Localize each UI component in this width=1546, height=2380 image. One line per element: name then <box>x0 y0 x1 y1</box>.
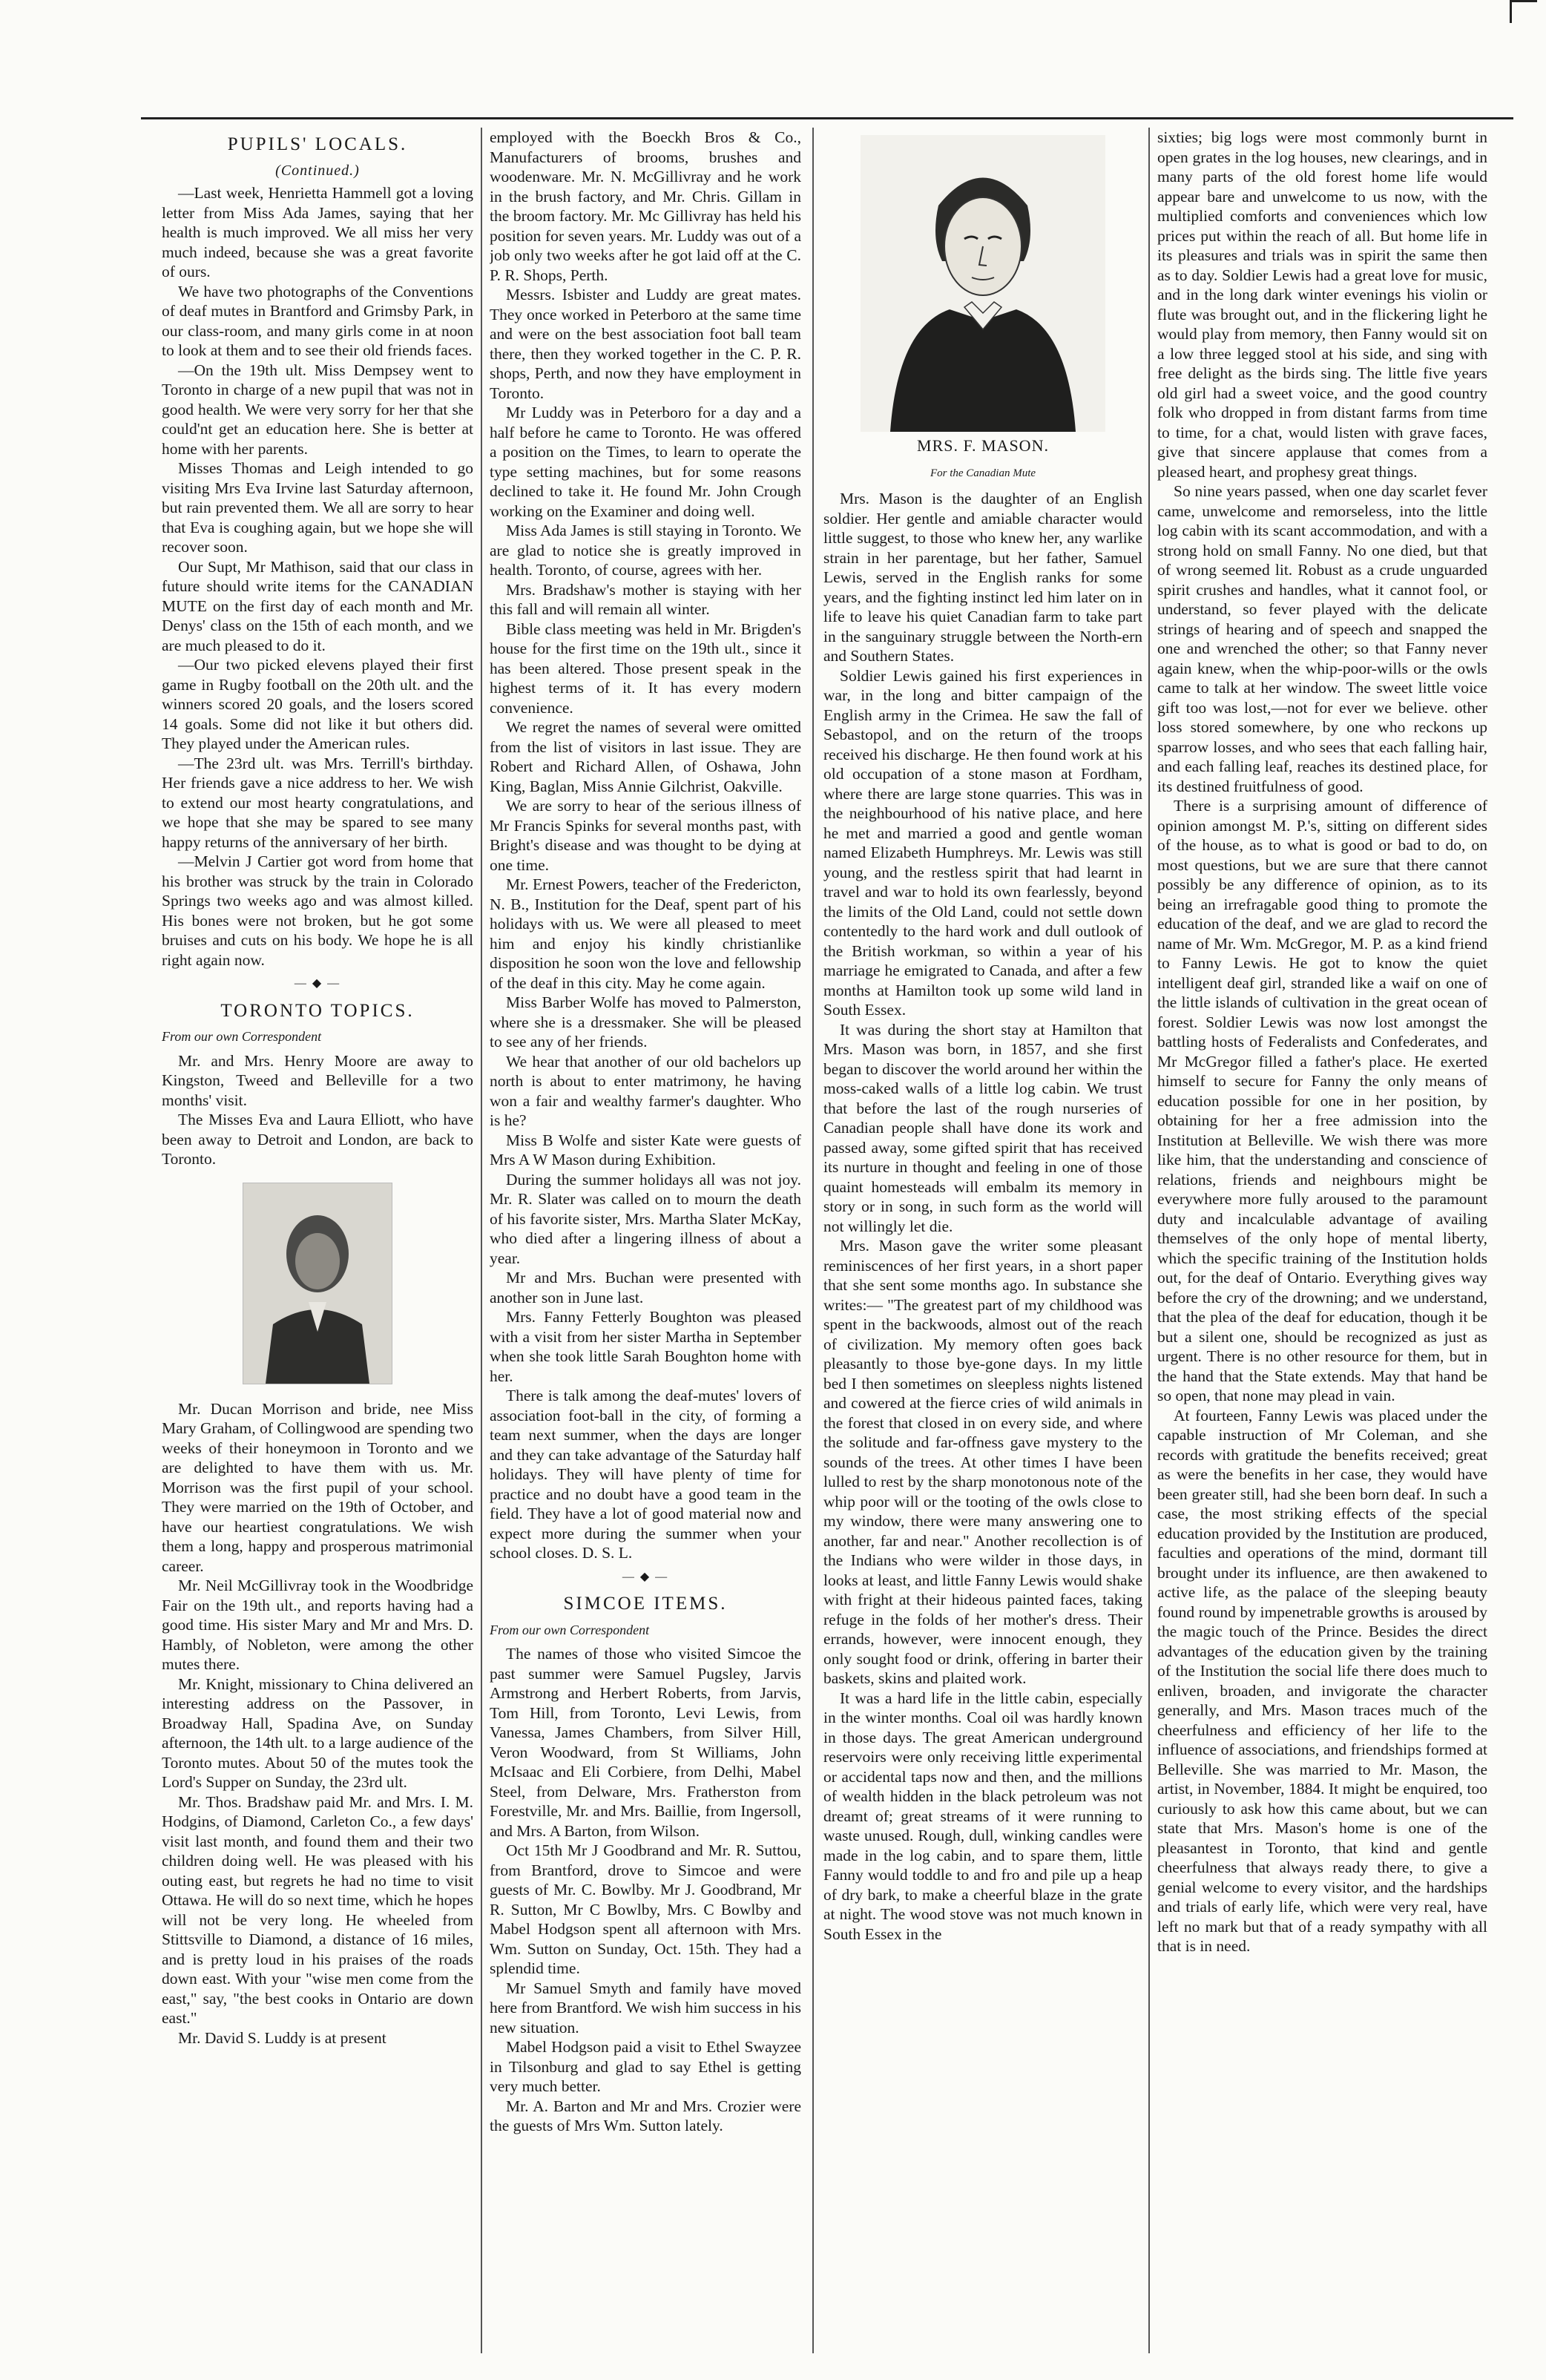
paragraph: It was during the short stay at Hamilton that Mrs. Mason was born, in 1857, and she first began to discover the world around her within the moss-caked walls of a little log cabin. We trust that before the last of the rough nurseries of Canadian people shall have done its work and passed away, some gifted spirit that has received its nurture in thought and feeling in one of those quaint homesteads will embalm its memory in story or in song, in such form as the world will not willingly let die. <box>823 1020 1142 1235</box>
top-rule <box>141 117 1513 119</box>
paragraph: Mr and Mrs. Buchan were presented with another son in June last. <box>490 1269 801 1306</box>
paragraph: —The 23rd ult. was Mrs. Terrill's birthday. Her friends gave a nice address to her. We wish to extend our most hearty congratulations, and we hope that she may be spared to see many happy returns of the anniversary of her birth. <box>162 754 473 851</box>
paragraph: Mr. Knight, missionary to China delivered an interesting address on the Passover, in Broadway Hall, Spadina Ave, on Sunday afternoon, the 14th ult. to a large audience of the Toronto mutes. About 50 of the mutes took the Lord's Supper on Sunday, the 23rd ult. <box>162 1674 473 1791</box>
column-rule <box>1148 128 1150 2353</box>
column-4 <box>1157 128 1487 2353</box>
portrait-engraving <box>861 135 1105 432</box>
section-heading: PUPILS' LOCALS. <box>227 134 408 154</box>
paragraph: Our Supt, Mr Mathison, said that our class in future should write items for the CANADIAN MUTE on the first day of each month and Mr. Denys' class on the 15th of each month, and we are much pleased to do it. <box>162 557 473 654</box>
paragraph: Miss Barber Wolfe has moved to Palmerston, where she is a dressmaker. She will be pleased to see any of her friends. <box>490 993 801 1051</box>
paragraph: Mr. Thos. Bradshaw paid Mr. and Mrs. I. M. Hodgins, of Diamond, Carleton Co., a few days' visit last month, and found them and their two children doing well. He was pleased with his outing east, but regrets he had no time to visit Ottawa. He will do so next time, which he hopes will not be very long. He wheeled from Stittsville to Diamond, a distance of 16 miles, and is pretty loud in his praises of the roads down east. With your "wise men come from the east," say, "the best cooks in Ontario are down east." <box>162 1792 473 2027</box>
paragraph: —Last week, Henrietta Hammell got a loving letter from Miss Ada James, saying that her health is much improved. We all miss her very much indeed, because she was a great favorite of ours. <box>162 184 473 280</box>
paragraph: Mr. Neil McGillivray took in the Woodbridge Fair on the 19th ult., and reports having had a good time. His sister Mary and Mr and Mrs. D. Hambly, of Nobleton, were among the other mutes there. <box>162 1577 473 1673</box>
column-2 <box>490 128 801 2353</box>
paragraph: At fourteen, Fanny Lewis was placed under the capable instruction of Mr Coleman, and she records with gratitude the benefits received; great as were the benefits in her case, they would have been greater still, had she been born deaf. In such a case, the most striking effects of the special education provided by the Institution are produced, faculties and operations of the mind, dormant till brought under its influence, are then awakened to active life, as the palace of the sleeping beauty found round by impenetrable growths is aroused by the magic touch of the Prince. Besides the direct advantages of the education given by the training of the Institution the social life there does much to enliven, broaden, and invigorate the character generally, and Mrs. Mason traces much of the cheerfulness and efficiency of her life to the influence of associations, and friendships formed at Belleville. She was married to Mr. Mason, the artist, in November, 1884. It might be enquired, too curiously to ask how this came about, but we can state that Mrs. Mason's home is one of the pleasantest in Toronto, that kind and gentle cheerfulness that always ready there, to give a genial welcome to every visitor, and the hardships and trials of early life, which were very real, have left no mark but that of a ready sympathy with all that is in need. <box>1157 1406 1487 1955</box>
paragraph: Miss B Wolfe and sister Kate were guests of Mrs A W Mason during Exhibition. <box>490 1131 801 1168</box>
paragraph: employed with the Boeckh Bros & Co., Manufacturers of brooms, brushes and woodenware. Mr. N. McGillivray and he work in the brush factory, and Mr. Chris. Gillam in the broom factory. Mr. Mc Gillivray has held his position for seven years. Mr. Luddy was out of a job only two weeks after he got laid off at the C. P. R. Shops, Perth. <box>490 128 801 284</box>
portrait-photo <box>243 1183 392 1384</box>
column-rule <box>481 128 482 2353</box>
byline: From our own Correspondent <box>162 1029 322 1044</box>
portrait-credit: For the Canadian Mute <box>930 467 1036 479</box>
paragraph: Soldier Lewis gained his first experiences in war, in the long and bitter campaign of the English army in the Crimea. He saw the fall of Sebastopol, and on the return of the troops received his discharge. He then found work at his old occupation of a stone mason at Fordham, where there are large stone quarries. This was in the neighbourhood of his native place, and here he met and married a good and gentle woman named Elizabeth Humphreys. Mr. Lewis was still young, and the restless spirit that had learnt in travel and war to hold its own fearlessly, beyond the limits of the Old Land, could not settle down contentedly to the hard work and dull outlook of the British workman, so within a year of his marriage he emigrated to Canada, and after a few months at Hamilton took up some wild land in South Essex. <box>823 666 1142 1019</box>
paragraph: The names of those who visited Simcoe the past summer were Samuel Pugsley, Jarvis Armstrong and Herbert Roberts, from Jarvis, Tom Hill, from Toronto, Levi Lewis, from Vanessa, James Chambers, from Silver Hill, Veron Woodward, from St Williams, John McIsaac and Eli Corbiere, from Delhi, Mabel Steel, from Delware, Mrs. Fratherston from Forestville, Mr. and Mrs. Baillie, from Ingersoll, and Mrs. A Barton, from Wilson. <box>490 1645 801 1840</box>
paragraph: —On the 19th ult. Miss Dempsey went to Toronto in charge of a new pupil that was not in good health. We were very sorry for her that she could'nt get an education here. She is better at home with her parents. <box>162 361 473 458</box>
paragraph: Mrs. Fanny Fetterly Boughton was pleased with a visit from her sister Martha in September when she took little Sarah Boughton home with her. <box>490 1308 801 1385</box>
paragraph: Mr. David S. Luddy is at present <box>178 2028 386 2047</box>
paragraph: Misses Thomas and Leigh intended to go visiting Mrs Eva Irvine last Saturday afternoon, but rain prevented them. We all are sorry to hear that Eva is coughing again, but we hope she will recover soon. <box>162 459 473 556</box>
paragraph: We have two photographs of the Conventions of deaf mutes in Brantford and Grimsby Park, in our class-room, and many girls come in at noon to look at them and to see their old friends faces. <box>162 282 473 359</box>
section-heading: SIMCOE ITEMS. <box>563 1594 728 1614</box>
paragraph: sixties; big logs were most commonly burnt in open grates in the log houses, new clearings, and in many parts of the old forest home life would appear bare and unwelcome to us now, with the multiplied comforts and conveniences which low prices put within the reach of all. But home life in its pleasures and trials was in spirit the same then as to day. Soldier Lewis had a great love for music, and in the long dark winter evenings his violin or flute was brought out, and in the flickering light he would play from memory, then Fanny would sit on a low three legged stool at his side, and sing with free delight as the birds sing. The little five years old girl had a sweet voice, and the good country folk who dropped in from distant farms from time to time, for a chat, would listen with grave faces, give that sincere applause that comes from a pleased heart, and prophesy great things. <box>1157 128 1487 481</box>
paragraph: Mabel Hodgson paid a visit to Ethel Swayzee in Tilsonburg and glad to say Ethel is getting very much better. <box>490 2038 801 2095</box>
paragraph: It was a hard life in the little cabin, especially in the winter months. Coal oil was hardly known in those days. The great American underground reservoirs were only receiving little experimental or accidental taps now and then, and the millions of wealth hidden in the black petroleum was not dreamt of; great streams of it were running to waste unused. Rough, dull, winking candles were made in the log cabin, and to spare them, little Fanny would toddle to and fro and pile up a heap of dry bark, to make a cheerful blaze in the grate at night. The wood stove was not much known in South Essex in the <box>823 1689 1142 1943</box>
paragraph: There is a surprising amount of difference of opinion amongst M. P.'s, sitting on different sides of the house, as to what is good or bad to do, on most questions, but we are sure that there cannot possibly be any difference of opinion, as to its being an irrefragable good thing to promote the education of the deaf, and we are glad to record the name of Mr. Wm. McGregor, M. P. as a kind friend to Fanny Lewis. He got to know the quiet intelligent deaf girl, stranded like a waif on one of the little islands of cultivation in the great ocean of forest. Soldier Lewis was now lost amongst the battling hosts of Federalists and Confederates, and Mr McGregor filled a father's place. He exerted himself to secure for Fanny the only means of education possible for one in her position, by obtaining for her a free admission into the Institution at Belleville. We wish there was more like him, that the understanding and conscience of relations, friends and neighbours might be everywhere more fully aroused to the paramount duty and incalculable advantage of availing themselves of the only hope of mental liberty, which the specific training of the Institution holds out, for the deaf of Ontario. Everything gives way before the cry of the drowning; and we understand, that the plea of the deaf for education, though it be but a silent one, should be recognized as just as urgent. There is no other resource for them, but in the hand that the State extends. May that hand be so open, that none may plead in vain. <box>1157 797 1487 1404</box>
paragraph: Oct 15th Mr J Goodbrand and Mr. R. Suttou, from Brantford, drove to Simcoe and were guests of Mr. C. Bowlby. Mr J. Goodbrand, Mr R. Sutton, Mr C Bowlby, Mrs. C Bowlby and Mabel Hodgson spent all afternoon with Mrs. Wm. Sutton on Sunday, Oct. 15th. They had a splendid time. <box>490 1841 801 1977</box>
paragraph: Miss Ada James is still staying in Toronto. We are glad to notice she is greatly improved in health. Toronto, of course, agrees with her. <box>490 522 801 579</box>
paragraph: Mr Samuel Smyth and family have moved here from Brantford. We wish him success in his new situation. <box>490 1979 801 2037</box>
portrait-caption: MRS. F. MASON. <box>917 436 1049 455</box>
paragraph: We hear that another of our old bachelors up north is about to enter matrimony, he having won a fair and wealthy farmer's daughter. Who is he? <box>490 1052 801 1129</box>
corner-mark <box>1510 0 1537 23</box>
paragraph: Mr. A. Barton and Mr and Mrs. Crozier were the guests of Mrs Wm. Sutton lately. <box>490 2097 801 2134</box>
paragraph: We are sorry to hear of the serious illness of Mr Francis Spinks for several months past, with Bright's disease and was thought to be dying at one time. <box>490 797 801 874</box>
section-heading: TORONTO TOPICS. <box>220 1000 415 1021</box>
paragraph: Mr. Ducan Morrison and bride, nee Miss Mary Graham, of Collingwood are spending two weeks of their honeymoon in Toronto and we are delighted to have them with us. Mr. Morrison was the first pupil of your school. They were married on the 19th of October, and have our heartiest congratulations. We wish them a long, happy and prosperous matrimonial career. <box>162 1399 473 1575</box>
paragraph: The Misses Eva and Laura Elliott, who have been away to Detroit and London, are back to Toronto. <box>162 1111 473 1168</box>
paragraph: Mr. and Mrs. Henry Moore are away to Kingston, Tweed and Belleville for a two months' visit. <box>162 1051 473 1109</box>
paragraph: Bible class meeting was held in Mr. Brigden's house for the first time on the 19th ult., since it has been altered. Those present speak in the highest terms of it. It has every modern convenience. <box>490 619 801 717</box>
paragraph: —Our two picked elevens played their first game in Rugby football on the 20th ult. and the winners scored 20 goals, and the losers scored 14 goals. Some did not like it but others did. They played under the American rules. <box>162 656 473 752</box>
paragraph: So nine years passed, when one day scarlet fever came, unwelcome and remorseless, into the little log cabin with its scant accommodation, and with a strong hold on small Fanny. No one died, but that of wrong seemed lit. Robust as a crude unguarded spirit crushes and handles, what it cannot fool, or understand, so fever played with the delicate strings of hearing and of speech and snapped the one and wrenched the other; so that Fanny never again knew, when the whip-poor-wills or the owls came to talk at her window. The sweet little voice gift too was lost,—not for ever we believe. other loss stored somewhere, by one who reckons up sparrow losses, and who sees that each falling hair, and each falling leaf, reaches its destined place, for its destined fruitfulness of good. <box>1157 482 1487 795</box>
paragraph: Mr. Ernest Powers, teacher of the Fredericton, N. B., Institution for the Deaf, spent part of his holidays with us. We were all pleased to meet him and enjoy his kindly christianlike disposition he soon won the love and fellowship of the deaf in this city. May he come again. <box>490 875 801 992</box>
paragraph: Mrs. Mason is the daughter of an English soldier. Her gentle and amiable character would little suggest, to those who knew her, any warlike strain in her parentage, but her father, Samuel Lewis, served in the English ranks for some years, and the fighting instinct led him later on in life to leave his quiet Canadian farm to take part in the sanguinary struggle between the North-ern and Southern States. <box>823 490 1142 665</box>
paragraph: Messrs. Isbister and Luddy are great mates. They once worked in Peterboro at the same time and were on the best association foot ball team there, then they worked together in the C. P. R. shops, Perth, and now they have employment in Toronto. <box>490 286 801 402</box>
paragraph: During the summer holidays all was not joy. Mr. R. Slater was called on to mourn the death of his favorite sister, Mrs. Martha Slater McKay, who died after a lingering illness of about a year. <box>490 1170 801 1267</box>
column-1 <box>162 128 473 2353</box>
byline: From our own Correspondent <box>490 1622 650 1637</box>
paragraph: There is talk among the deaf-mutes' lovers of association foot-ball in the city, of forming a team next summer, when the days are longer and they can take advantage of the Saturday half holidays. They will have plenty of time for practice and no doubt have a good team in the field. They have a lot of good material now and expect more during the summer when your school closes. D. S. L. <box>490 1387 801 1562</box>
column-3 <box>823 128 1142 2353</box>
paragraph: We regret the names of several were omitted from the list of visitors in last issue. They are Robert and Richard Allen, of Oshawa, John King, Baglan, Miss Annie Gilchrist, Oakville. <box>490 718 801 795</box>
separator: — ◆ — <box>622 1570 669 1583</box>
paragraph: Mrs. Bradshaw's mother is staying with her this fall and will remain all winter. <box>490 580 801 618</box>
paragraph: Mr Luddy was in Peterboro for a day and a half before he came to Toronto. He was offered a position on the Times, to learn to operate the type setting machines, but for some reasons declined to take it. He found Mr. John Crough working on the Examiner and doing well. <box>490 404 801 520</box>
column-rule <box>812 128 814 2353</box>
paragraph: Mrs. Mason gave the writer some pleasant reminiscences of her first years, in a short paper that she sent some months ago. In substance she writes:— "The greatest part of my childhood was spent in the backwoods, almost out of the reach of civilization. My memory often goes back pleasantly to those bye-gone days. In my little bed I then sometimes on sleepless nights listened and cowered at the fierce cries of wild animals in the forest that closed in on every side, and where the solitude and far-offness gave mystery to the sounds of the trees. At other times I have been lulled to rest by the sharp monotonous note of the whip poor will or the tooting of the owls close to my window, there were many answering one to another, far and near." Another recollection is of the Indians who were wilder in those days, in looks at least, and little Fanny Lewis would shake with fright at their hideous painted faces, taking refuge in the folds of her mother's dress. Their errands, however, were innocent enough, they only sought food or drink, offering in barter their baskets, skins and plaited work. <box>823 1237 1142 1687</box>
separator: — ◆ — <box>294 977 341 990</box>
continued-note: (Continued.) <box>275 162 360 179</box>
paragraph: —Melvin J Cartier got word from home that his brother was struck by the train in Colorado Springs two weeks ago and was almost killed. His bones were not broken, but he got some bruises and cuts on his body. We hope he is all right again now. <box>162 852 473 969</box>
